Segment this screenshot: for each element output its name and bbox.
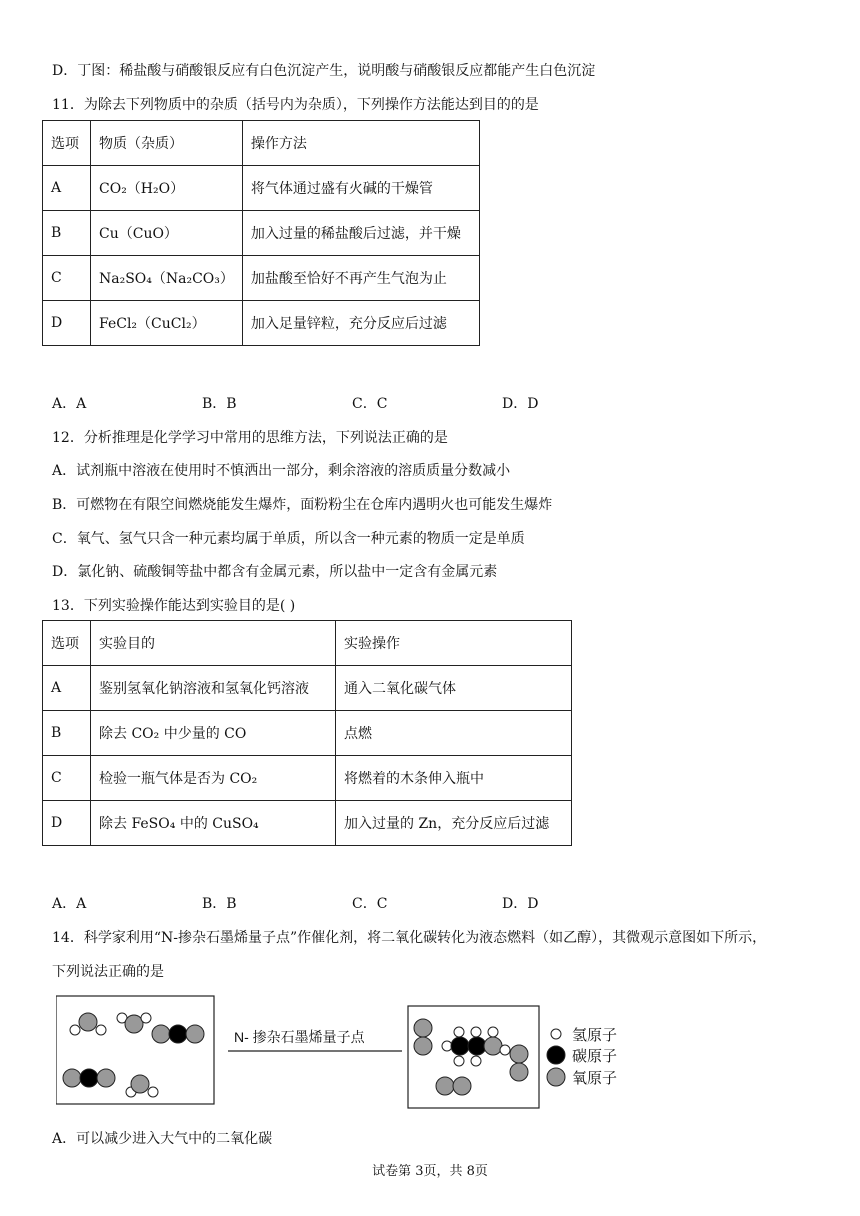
hydrogen-atom [148,1087,158,1097]
q12-choice-d[interactable]: D．氯化钠、硫酸铜等盐中都含有金属元素，所以盐中一定含有金属元素 [52,564,498,580]
table-header-cell: 选项 [43,121,91,166]
table-cell: FeCl₂（CuCl₂） [91,301,243,346]
reaction-diagram-svg [56,994,836,1114]
oxygen-atom [453,1077,471,1095]
table-cell: A [43,166,91,211]
table-cell: C [43,256,91,301]
oxygen-atom [510,1045,528,1063]
option-b[interactable]: B．B [202,396,237,412]
oxygen-legend-icon [547,1068,565,1086]
table-row [43,756,572,801]
q11-table [42,120,480,346]
legend-carbon-label: 碳原子 [572,1048,618,1065]
table-cell: A [43,666,91,711]
hydrogen-atom [454,1027,464,1037]
table-cell: 加入过量的稀盐酸后过滤，并干燥 [242,211,479,256]
carbon-atom [468,1037,486,1055]
q13-options [52,893,652,913]
oxygen-atom [97,1069,115,1087]
table-row [43,211,480,256]
q12-choice-a[interactable]: A．试剂瓶中溶液在使用时不慎洒出一部分，剩余溶液的溶质质量分数减小 [52,463,511,479]
table-cell: 检验一瓶气体是否为 CO₂ [91,756,336,801]
q12-stem: 12．分析推理是化学学习中常用的思维方法，下列说法正确的是 [52,430,448,446]
carbon-atom [451,1037,469,1055]
hydrogen-legend-icon [551,1029,561,1039]
q11-options [52,393,652,413]
carbon-atom [169,1025,187,1043]
hydrogen-atom [471,1056,481,1066]
legend [547,1029,565,1086]
hydrogen-atom [96,1025,106,1035]
option-c[interactable]: C．C [352,396,388,412]
q14-choice-a[interactable]: A．可以减少进入大气中的二氧化碳 [52,1131,273,1147]
option-a[interactable]: A．A [52,896,87,912]
table-cell: Na₂SO₄（Na₂CO₃） [91,256,243,301]
oxygen-atom [484,1037,502,1055]
table-cell: 加盐酸至恰好不再产生气泡为止 [242,256,479,301]
table-row [43,801,572,846]
q13-table [42,620,572,846]
table-cell: 通入二氧化碳气体 [336,666,572,711]
oxygen-atom [152,1025,170,1043]
table-cell: 鉴别氢氧化钠溶液和氢氧化钙溶液 [91,666,336,711]
hydrogen-atom [454,1056,464,1066]
table-cell: D [43,801,91,846]
table-row [43,301,480,346]
oxygen-atom [186,1025,204,1043]
hydrogen-atom [70,1025,80,1035]
q12-choice-b[interactable]: B．可燃物在有限空间燃烧能发生爆炸，面粉粉尘在仓库内遇明火也可能发生爆炸 [52,497,553,513]
oxygen-atom [414,1019,432,1037]
catalyst-label: N- 掺杂石墨烯量子点 [234,1029,365,1045]
table-row [43,711,572,756]
table-cell: Cu（CuO） [91,211,243,256]
hydrogen-atom [471,1027,481,1037]
oxygen-atom [414,1037,432,1055]
table-cell: 点燃 [336,711,572,756]
option-a[interactable]: A．A [52,396,87,412]
table-header-cell: 实验目的 [91,621,336,666]
option-c[interactable]: C．C [352,896,388,912]
option-b[interactable]: B．B [202,896,237,912]
hydrogen-atom [488,1027,498,1037]
page-footer: 试卷第 3页，共 8页 [372,1164,488,1179]
oxygen-atom [510,1063,528,1081]
q11-stem: 11．为除去下列物质中的杂质（括号内为杂质），下列操作方法能达到目的的是 [52,97,539,113]
oxygen-atom [125,1015,143,1033]
table-header-row [43,621,572,666]
q14-stem-line1: 14．科学家利用“N-掺杂石墨烯量子点”作催化剂，将二氧化碳转化为液态燃料（如乙醇），其微观示意图如下所示， [52,930,767,946]
legend-oxygen-label: 氧原子 [572,1070,618,1087]
table-header-cell: 实验操作 [336,621,572,666]
q10-option-d: D．丁图：稀盐酸与硝酸银反应有白色沉淀产生，说明酸与硝酸银反应都能产生白色沉淀 [52,63,596,79]
table-header-cell: 选项 [43,621,91,666]
table-cell: B [43,211,91,256]
q12-choice-c[interactable]: C．氧气、氢气只含一种元素均属于单质，所以含一种元素的物质一定是单质 [52,531,525,547]
oxygen-atom [79,1013,97,1031]
molecular-diagram [56,994,836,1114]
table-row [43,256,480,301]
hydrogen-atom [141,1013,151,1023]
table-cell: CO₂（H₂O） [91,166,243,211]
oxygen-atom [436,1077,454,1095]
table-cell: C [43,756,91,801]
table-header-row [43,121,480,166]
table-cell: B [43,711,91,756]
table-header-cell: 物质（杂质） [91,121,243,166]
table-cell: 将气体通过盛有火碱的干燥管 [242,166,479,211]
table-row [43,666,572,711]
table-cell: 加入过量的 Zn，充分反应后过滤 [336,801,572,846]
oxygen-atom [63,1069,81,1087]
table-cell: 加入足量锌粒，充分反应后过滤 [242,301,479,346]
table-row [43,166,480,211]
table-cell: 将燃着的木条伸入瓶中 [336,756,572,801]
hydrogen-atom [500,1045,510,1055]
table-cell: D [43,301,91,346]
q14-stem-line2: 下列说法正确的是 [52,964,164,980]
table-cell: 除去 FeSO₄ 中的 CuSO₄ [91,801,336,846]
oxygen-atom [131,1075,149,1093]
legend-hydrogen-label: 氢原子 [572,1027,618,1044]
table-header-cell: 操作方法 [242,121,479,166]
option-d[interactable]: D．D [502,396,539,412]
q13-stem: 13．下列实验操作能达到实验目的是( ) [52,598,296,614]
table-cell: 除去 CO₂ 中少量的 CO [91,711,336,756]
option-d[interactable]: D．D [502,896,539,912]
carbon-legend-icon [547,1046,565,1064]
carbon-atom [80,1069,98,1087]
